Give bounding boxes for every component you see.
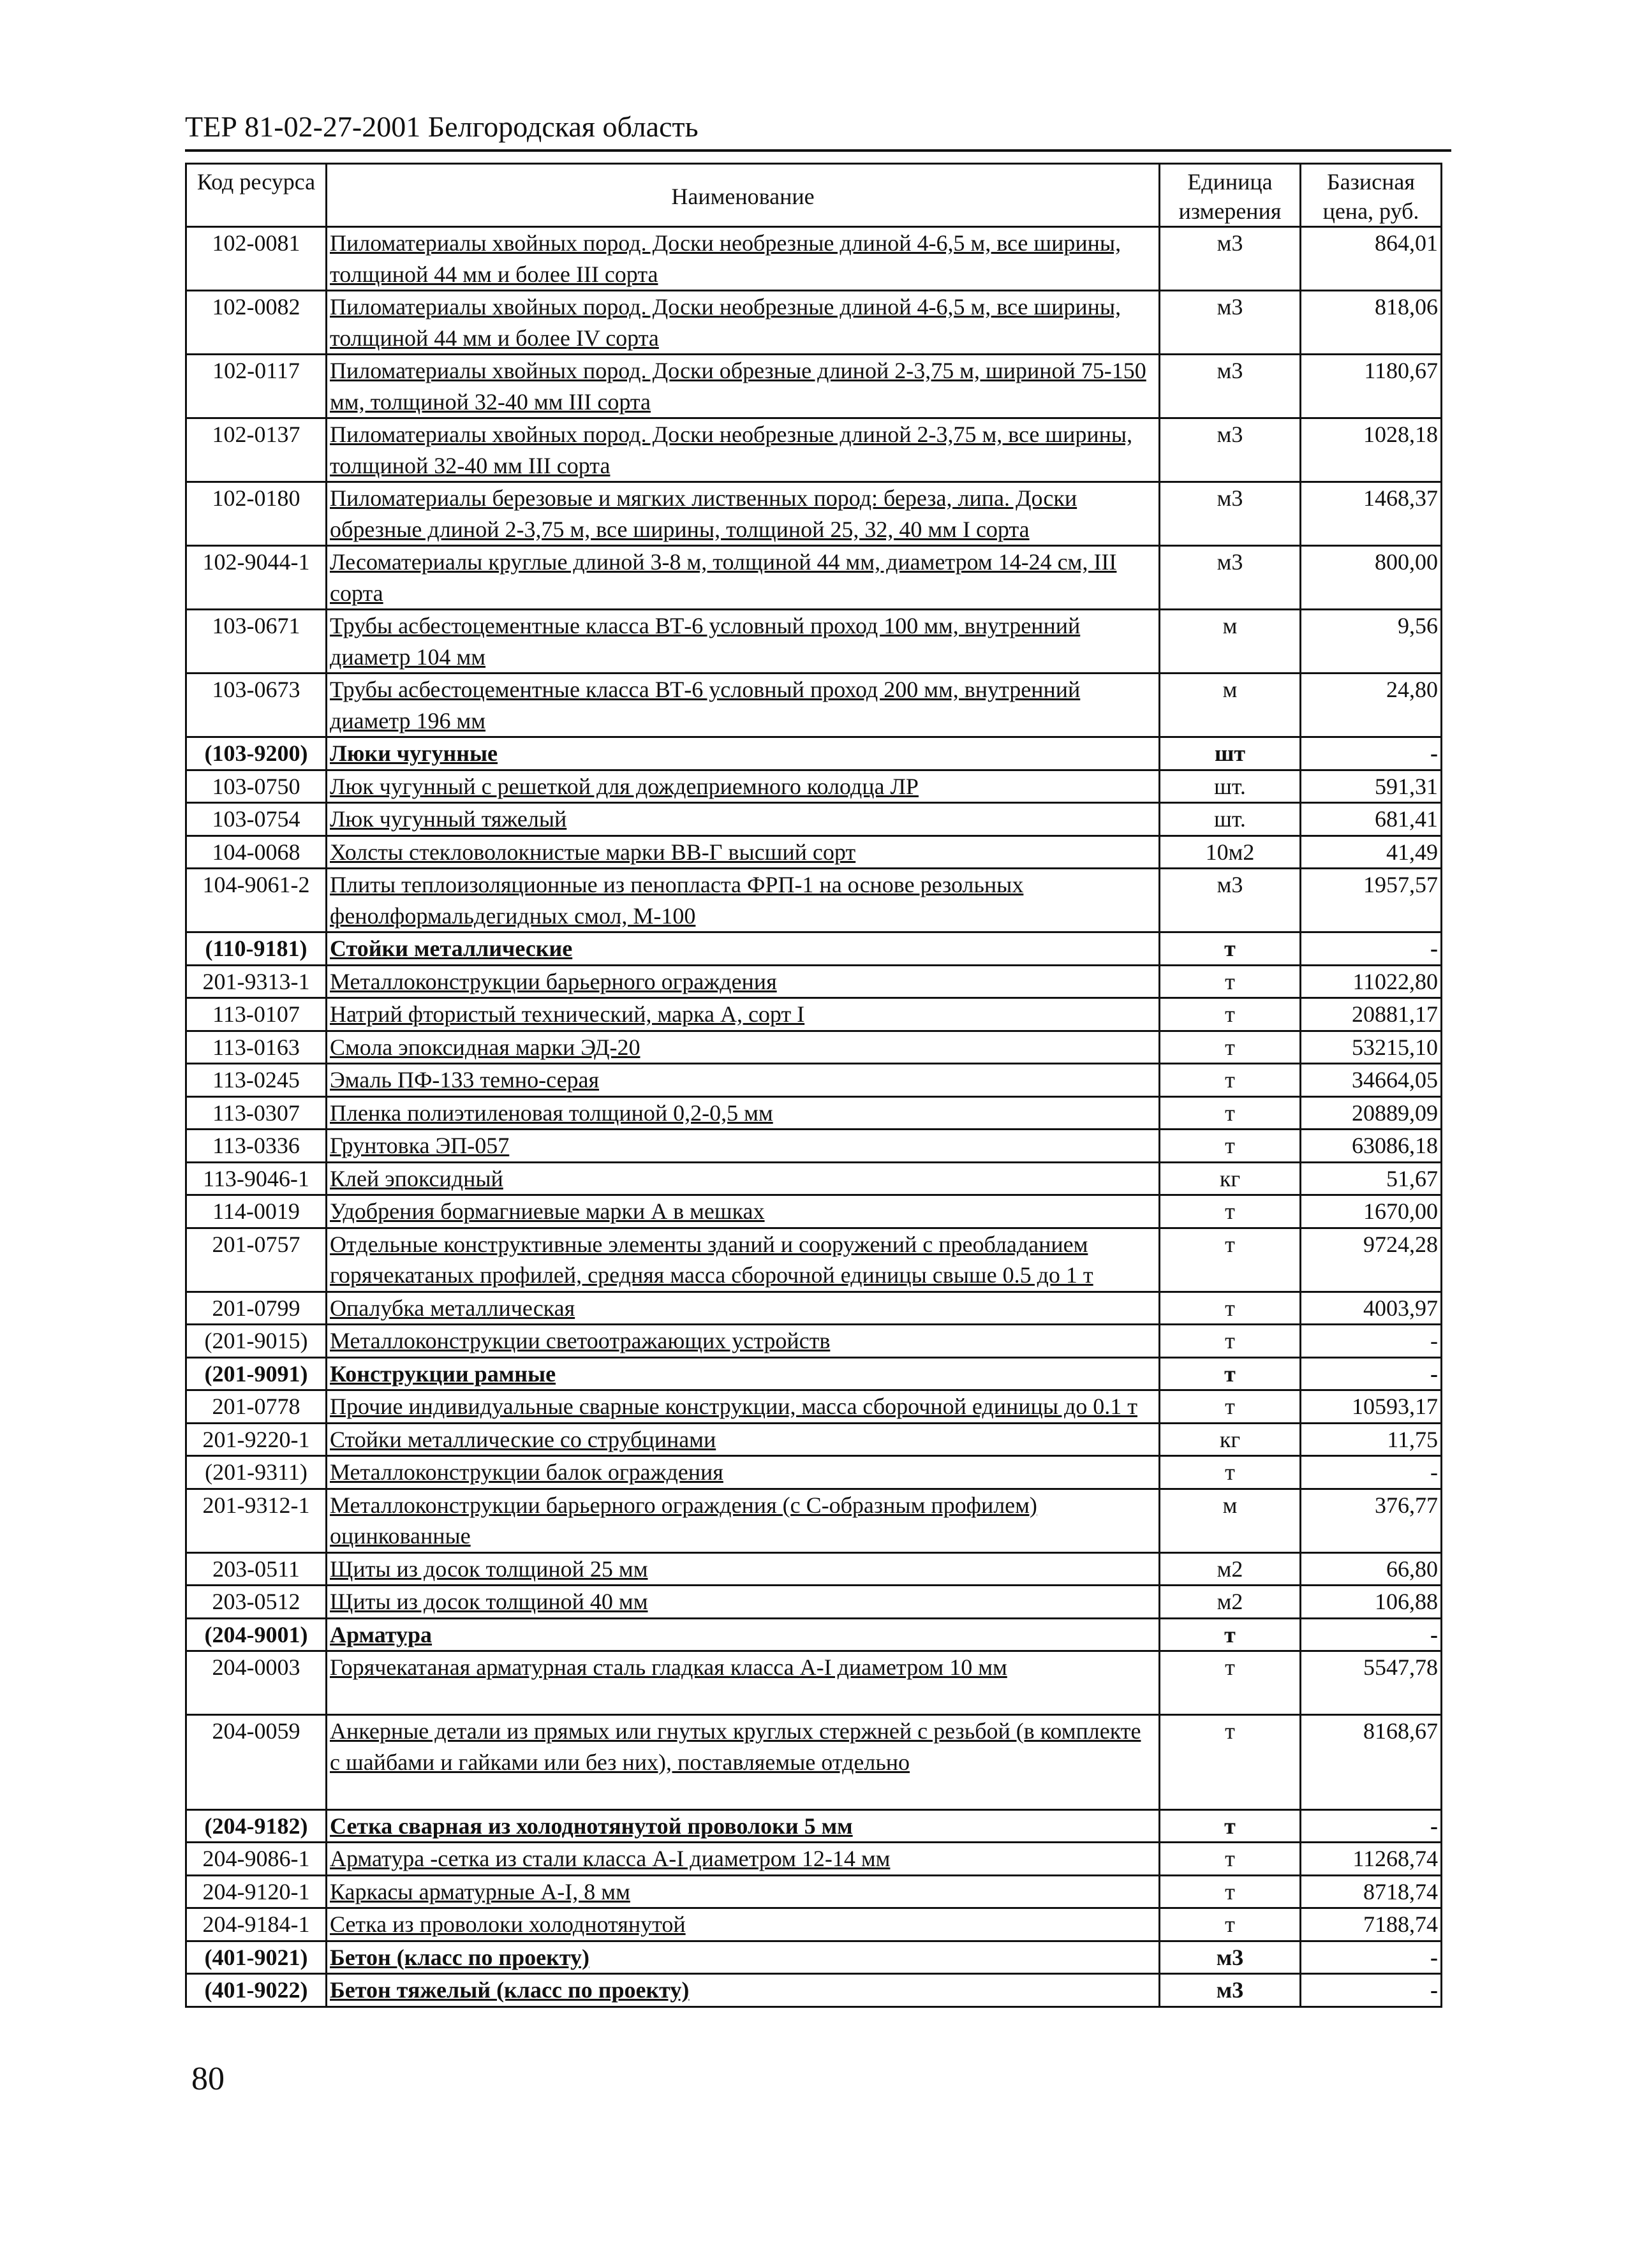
table-row [186, 1390, 1442, 1424]
cell-code: 204-9086-1 [186, 1843, 327, 1876]
table-row [186, 1715, 1442, 1810]
cell-code: 113-0163 [186, 1031, 327, 1064]
cell-unit: кг [1160, 1423, 1301, 1456]
cell-unit: т [1160, 1875, 1301, 1908]
cell-unit: т [1160, 1064, 1301, 1097]
cell-unit: м3 [1160, 418, 1301, 482]
cell-name: Трубы асбестоцементные класса ВТ-6 условный проход 100 мм, внутренний диаметр 104 мм [330, 613, 1081, 670]
cell-code: 204-9120-1 [186, 1875, 327, 1908]
cell-unit: м [1160, 610, 1301, 674]
cell-price: 66,80 [1301, 1552, 1442, 1586]
cell-name-container [327, 1357, 1160, 1390]
cell-name: Лесоматериалы круглые длиной 3-8 м, толщиной 44 мм, диаметром 14-24 см, III сорта [330, 549, 1117, 606]
cell-price: 51,67 [1301, 1162, 1442, 1195]
cell-name: Люки чугунные [330, 740, 498, 766]
cell-name-container [327, 1130, 1160, 1163]
cell-code: 204-0059 [186, 1715, 327, 1810]
table-row [186, 998, 1442, 1031]
cell-name-container [327, 1195, 1160, 1228]
table-row [186, 737, 1442, 770]
cell-price: 11,75 [1301, 1423, 1442, 1456]
cell-name-container [327, 1618, 1160, 1651]
cell-price: 9724,28 [1301, 1228, 1442, 1292]
table-row [186, 1843, 1442, 1876]
cell-code: (201-9015) [186, 1325, 327, 1358]
cell-name-container [327, 965, 1160, 998]
cell-code: 201-0778 [186, 1390, 327, 1424]
cell-name-container [327, 482, 1160, 546]
cell-code: 103-0671 [186, 610, 327, 674]
cell-price: - [1301, 1357, 1442, 1390]
cell-name-container [327, 1651, 1160, 1715]
page-header-title: ТЕР 81-02-27-2001 Белгородская область [185, 108, 1451, 152]
cell-name-container [327, 291, 1160, 355]
cell-name-container [327, 1390, 1160, 1424]
table-row [186, 1325, 1442, 1358]
cell-unit: шт. [1160, 803, 1301, 836]
cell-code: 203-0512 [186, 1586, 327, 1619]
cell-unit: шт [1160, 737, 1301, 770]
table-row [186, 291, 1442, 355]
cell-name: Стойки металлические со струбцинами [330, 1426, 716, 1452]
cell-code: (201-9091) [186, 1357, 327, 1390]
cell-code: 113-0107 [186, 998, 327, 1031]
cell-price: 106,88 [1301, 1586, 1442, 1619]
cell-price: 5547,78 [1301, 1651, 1442, 1715]
cell-unit: т [1160, 1651, 1301, 1715]
cell-code: (103-9200) [186, 737, 327, 770]
table-row [186, 1130, 1442, 1163]
table-row [186, 1489, 1442, 1552]
cell-name: Арматура -сетка из стали класса А-I диаметром 12-14 мм [330, 1846, 891, 1871]
cell-unit: т [1160, 1292, 1301, 1325]
cell-unit: т [1160, 1843, 1301, 1876]
cell-unit: м3 [1160, 1974, 1301, 2007]
cell-price: 1180,67 [1301, 355, 1442, 418]
table-row [186, 1357, 1442, 1390]
cell-code: (204-9182) [186, 1809, 327, 1843]
cell-code: 201-9220-1 [186, 1423, 327, 1456]
cell-name: Пиломатериалы хвойных пород. Доски необрезные длиной 2-3,75 м, все ширины, толщиной 32-40 мм III сорта [330, 422, 1133, 478]
cell-name-container [327, 1974, 1160, 2007]
cell-name: Бетон тяжелый (класс по проекту) [330, 1977, 690, 2003]
cell-name: Металлоконструкции светоотражающих устройств [330, 1328, 831, 1353]
cell-code: 103-0750 [186, 770, 327, 803]
table-row [186, 1064, 1442, 1097]
cell-name-container [327, 1489, 1160, 1552]
cell-code: (401-9021) [186, 1941, 327, 1974]
cell-unit: т [1160, 998, 1301, 1031]
cell-name: Люк чугунный тяжелый [330, 806, 567, 832]
cell-price: - [1301, 1941, 1442, 1974]
cell-name-container [327, 1325, 1160, 1358]
cell-name: Щиты из досок толщиной 40 мм [330, 1589, 648, 1614]
cell-unit: т [1160, 1228, 1301, 1292]
column-header-code: Код ресурса [186, 164, 327, 227]
cell-price: 8168,67 [1301, 1715, 1442, 1810]
cell-unit: 10м2 [1160, 836, 1301, 869]
cell-unit: кг [1160, 1162, 1301, 1195]
cell-price: 20881,17 [1301, 998, 1442, 1031]
cell-price: 53215,10 [1301, 1031, 1442, 1064]
table-row [186, 836, 1442, 869]
table-row [186, 1195, 1442, 1228]
cell-name-container [327, 869, 1160, 932]
cell-unit: т [1160, 1456, 1301, 1489]
cell-unit: т [1160, 1715, 1301, 1810]
cell-code: 114-0019 [186, 1195, 327, 1228]
cell-code: 103-0754 [186, 803, 327, 836]
table-row [186, 674, 1442, 737]
cell-unit: т [1160, 1618, 1301, 1651]
table-row [186, 1292, 1442, 1325]
cell-name-container [327, 1843, 1160, 1876]
table-row [186, 1974, 1442, 2007]
table-row [186, 1031, 1442, 1064]
table-row [186, 869, 1442, 932]
cell-price: - [1301, 1456, 1442, 1489]
cell-name-container [327, 1875, 1160, 1908]
cell-price: 681,41 [1301, 803, 1442, 836]
cell-code: (401-9022) [186, 1974, 327, 2007]
cell-name: Пиломатериалы березовые и мягких лиственных пород: береза, липа. Доски обрезные длиной 2-3,75 м, все ширины, толщиной 25, 32, 40 мм I сорта [330, 485, 1077, 542]
table-row [186, 1456, 1442, 1489]
cell-name: Пиломатериалы хвойных пород. Доски необрезные длиной 4-6,5 м, все ширины, толщиной 44 мм и более IV сорта [330, 294, 1121, 351]
table-row [186, 355, 1442, 418]
cell-name: Стойки металлические [330, 936, 573, 961]
cell-code: (201-9311) [186, 1456, 327, 1489]
cell-unit: м3 [1160, 355, 1301, 418]
cell-name-container [327, 674, 1160, 737]
cell-name-container [327, 932, 1160, 966]
cell-name-container [327, 418, 1160, 482]
cell-name: Бетон (класс по проекту) [330, 1944, 590, 1970]
cell-price: 1670,00 [1301, 1195, 1442, 1228]
column-header-unit: Единица измерения [1160, 164, 1301, 227]
cell-price: 24,80 [1301, 674, 1442, 737]
cell-name-container [327, 1715, 1160, 1810]
column-header-name: Наименование [327, 164, 1160, 227]
cell-unit: т [1160, 1908, 1301, 1941]
cell-name: Арматура [330, 1621, 433, 1647]
cell-name: Пиломатериалы хвойных пород. Доски необрезные длиной 4-6,5 м, все ширины, толщиной 44 мм и более III сорта [330, 230, 1121, 287]
cell-name-container [327, 1292, 1160, 1325]
table-row [186, 1586, 1442, 1619]
cell-unit: м2 [1160, 1586, 1301, 1619]
cell-name-container [327, 1552, 1160, 1586]
table-row [186, 1162, 1442, 1195]
cell-price: 20889,09 [1301, 1096, 1442, 1130]
cell-price: 818,06 [1301, 291, 1442, 355]
table-row [186, 227, 1442, 291]
cell-name-container [327, 770, 1160, 803]
cell-name: Сетка сварная из холоднотянутой проволоки 5 мм [330, 1813, 853, 1839]
cell-name-container [327, 803, 1160, 836]
cell-price: 4003,97 [1301, 1292, 1442, 1325]
table-row [186, 965, 1442, 998]
cell-name: Прочие индивидуальные сварные конструкции, масса сборочной единицы до 0.1 т [330, 1394, 1137, 1419]
cell-name-container [327, 355, 1160, 418]
cell-name-container [327, 1031, 1160, 1064]
cell-name: Сетка из проволоки холоднотянутой [330, 1911, 686, 1937]
table-row [186, 1423, 1442, 1456]
cell-unit: т [1160, 1390, 1301, 1424]
cell-code: 102-0082 [186, 291, 327, 355]
cell-unit: т [1160, 1130, 1301, 1163]
table-body [186, 227, 1442, 2007]
cell-price: - [1301, 1325, 1442, 1358]
cell-name-container [327, 1228, 1160, 1292]
cell-name: Металлоконструкции барьерного ограждения (с С-образным профилем) оцинкованные [330, 1492, 1037, 1549]
cell-name: Щиты из досок толщиной 25 мм [330, 1556, 648, 1582]
cell-code: 113-0307 [186, 1096, 327, 1130]
cell-name: Эмаль ПФ-133 темно-серая [330, 1067, 600, 1093]
page-number: 80 [191, 2061, 225, 2097]
cell-unit: м3 [1160, 227, 1301, 291]
cell-code: 102-0117 [186, 355, 327, 418]
cell-price: - [1301, 737, 1442, 770]
table-row [186, 1552, 1442, 1586]
table-row [186, 482, 1442, 546]
cell-unit: м [1160, 674, 1301, 737]
cell-code: 113-0245 [186, 1064, 327, 1097]
cell-price: 376,77 [1301, 1489, 1442, 1552]
cell-code: 102-9044-1 [186, 546, 327, 610]
cell-code: 201-9313-1 [186, 965, 327, 998]
cell-price: 9,56 [1301, 610, 1442, 674]
table-row [186, 418, 1442, 482]
cell-code: 201-0799 [186, 1292, 327, 1325]
cell-name: Грунтовка ЭП-057 [330, 1133, 510, 1158]
cell-unit: м2 [1160, 1552, 1301, 1586]
cell-price: 1028,18 [1301, 418, 1442, 482]
cell-name: Горячекатаная арматурная сталь гладкая класса А-I диаметром 10 мм [330, 1654, 1007, 1680]
cell-unit: т [1160, 932, 1301, 966]
cell-name-container [327, 1064, 1160, 1097]
cell-name: Трубы асбестоцементные класса ВТ-6 условный проход 200 мм, внутренний диаметр 196 мм [330, 677, 1081, 733]
table-row [186, 770, 1442, 803]
cell-price: 591,31 [1301, 770, 1442, 803]
cell-price: 1468,37 [1301, 482, 1442, 546]
cell-name: Люк чугунный с решеткой для дождеприемного колодца ЛР [330, 773, 919, 799]
table-row [186, 1809, 1442, 1843]
table-row [186, 1875, 1442, 1908]
cell-unit: м3 [1160, 546, 1301, 610]
cell-name-container [327, 546, 1160, 610]
cell-name: Пиломатериалы хвойных пород. Доски обрезные длиной 2-3,75 м, шириной 75-150 мм, толщиной 32-40 мм III сорта [330, 358, 1146, 415]
cell-price: 11268,74 [1301, 1843, 1442, 1876]
cell-code: 113-9046-1 [186, 1162, 327, 1195]
cell-name: Отдельные конструктивные элементы зданий и сооружений с преобладанием горячекатаных профилей, средняя масса сборочной единицы свыше 0.5 до 1 т [330, 1231, 1093, 1288]
cell-price: 800,00 [1301, 546, 1442, 610]
cell-code: 102-0137 [186, 418, 327, 482]
cell-price: - [1301, 1618, 1442, 1651]
cell-price: - [1301, 1809, 1442, 1843]
table-row [186, 1228, 1442, 1292]
cell-unit: т [1160, 1325, 1301, 1358]
table-row [186, 932, 1442, 966]
cell-price: - [1301, 1974, 1442, 2007]
cell-price: 864,01 [1301, 227, 1442, 291]
cell-name-container [327, 1456, 1160, 1489]
cell-price: - [1301, 932, 1442, 966]
cell-code: (204-9001) [186, 1618, 327, 1651]
table-row [186, 1941, 1442, 1974]
table-header-row [186, 164, 1442, 227]
cell-name-container [327, 1096, 1160, 1130]
cell-unit: м [1160, 1489, 1301, 1552]
cell-code: 204-0003 [186, 1651, 327, 1715]
cell-unit: м3 [1160, 482, 1301, 546]
cell-price: 34664,05 [1301, 1064, 1442, 1097]
cell-name: Металлоконструкции барьерного ограждения [330, 968, 777, 994]
cell-unit: т [1160, 965, 1301, 998]
table-row [186, 546, 1442, 610]
cell-code: 103-0673 [186, 674, 327, 737]
cell-name-container [327, 836, 1160, 869]
cell-name: Натрий фтористый технический, марка А, сорт I [330, 1001, 805, 1027]
cell-unit: м3 [1160, 869, 1301, 932]
cell-name: Плиты теплоизоляционные из пенопласта ФРП-1 на основе резольных фенолформальдегидных смол, М-100 [330, 872, 1024, 929]
column-header-price: Базисная цена, руб. [1301, 164, 1442, 227]
table-row [186, 803, 1442, 836]
cell-price: 63086,18 [1301, 1130, 1442, 1163]
table-row [186, 1908, 1442, 1941]
cell-name: Анкерные детали из прямых или гнутых круглых стержней с резьбой (в комплекте с шайбами и гайками или без них), поставляемые отдельно [330, 1718, 1141, 1775]
cell-name-container [327, 1941, 1160, 1974]
cell-price: 8718,74 [1301, 1875, 1442, 1908]
cell-name-container [327, 1586, 1160, 1619]
cell-unit: т [1160, 1809, 1301, 1843]
cell-name-container [327, 227, 1160, 291]
table-row [186, 1651, 1442, 1715]
cell-unit: т [1160, 1031, 1301, 1064]
cell-unit: т [1160, 1195, 1301, 1228]
cell-unit: шт. [1160, 770, 1301, 803]
cell-price: 41,49 [1301, 836, 1442, 869]
cell-name-container [327, 1908, 1160, 1941]
cell-code: (110-9181) [186, 932, 327, 966]
cell-code: 113-0336 [186, 1130, 327, 1163]
cell-name: Пленка полиэтиленовая толщиной 0,2-0,5 мм [330, 1100, 773, 1126]
resource-price-table [185, 163, 1442, 2008]
cell-price: 1957,57 [1301, 869, 1442, 932]
cell-price: 11022,80 [1301, 965, 1442, 998]
cell-name-container [327, 1809, 1160, 1843]
cell-name: Клей эпоксидный [330, 1165, 503, 1191]
cell-code: 104-0068 [186, 836, 327, 869]
cell-unit: т [1160, 1096, 1301, 1130]
cell-name: Конструкции рамные [330, 1360, 556, 1387]
cell-name-container [327, 1162, 1160, 1195]
table-row [186, 1096, 1442, 1130]
cell-name: Смола эпоксидная марки ЭД-20 [330, 1034, 640, 1060]
cell-code: 102-0180 [186, 482, 327, 546]
cell-name: Удобрения бормагниевые марки А в мешках [330, 1198, 765, 1224]
cell-name: Опалубка металлическая [330, 1295, 575, 1321]
cell-name-container [327, 998, 1160, 1031]
cell-name: Холсты стекловолокнистые марки ВВ-Г высший сорт [330, 839, 856, 865]
cell-unit: м3 [1160, 1941, 1301, 1974]
cell-price: 10593,17 [1301, 1390, 1442, 1424]
cell-code: 201-9312-1 [186, 1489, 327, 1552]
cell-code: 102-0081 [186, 227, 327, 291]
cell-name-container [327, 610, 1160, 674]
cell-price: 7188,74 [1301, 1908, 1442, 1941]
cell-name-container [327, 1423, 1160, 1456]
cell-unit: т [1160, 1357, 1301, 1390]
table-row [186, 610, 1442, 674]
cell-name: Каркасы арматурные А-I, 8 мм [330, 1878, 630, 1904]
cell-code: 203-0511 [186, 1552, 327, 1586]
cell-code: 204-9184-1 [186, 1908, 327, 1941]
table-row [186, 1618, 1442, 1651]
cell-name: Металлоконструкции балок ограждения [330, 1459, 723, 1485]
cell-code: 201-0757 [186, 1228, 327, 1292]
cell-name-container [327, 737, 1160, 770]
cell-unit: м3 [1160, 291, 1301, 355]
cell-code: 104-9061-2 [186, 869, 327, 932]
